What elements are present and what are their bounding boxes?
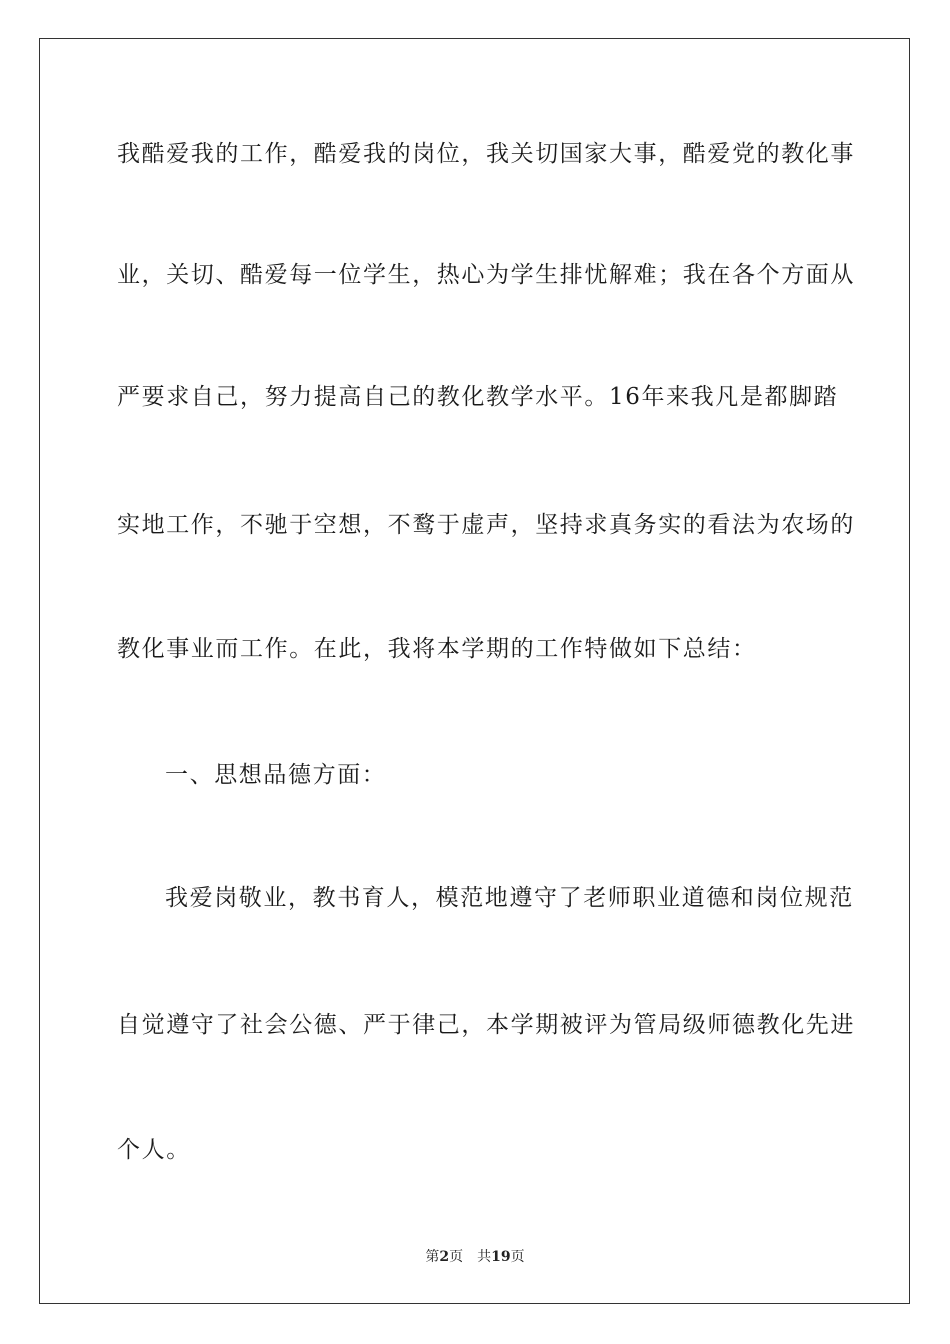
- page-prefix: 第: [425, 1249, 440, 1265]
- page-footer: [0, 1248, 950, 1266]
- text-line-4: 实地工作，不驰于空想，不鹜于虚声，坚持求真务实的看法为农场的: [117, 512, 855, 538]
- section-heading: 一、思想品德方面：: [165, 762, 387, 788]
- page-suffix: 页: [449, 1249, 464, 1265]
- text-line-7: 自觉遵守了社会公德、严于律己，本学期被评为管局级师德教化先进: [117, 1012, 855, 1038]
- text-line-6: 我爱岗敬业，教书育人，模范地遵守了老师职业道德和岗位规范: [165, 885, 854, 911]
- total-suffix: 页: [510, 1249, 525, 1265]
- text-line-5: 教化事业而工作。在此，我将本学期的工作特做如下总结：: [117, 636, 757, 662]
- total-page-number: 19: [491, 1249, 511, 1265]
- page-frame: [39, 38, 910, 1304]
- current-page-number: 2: [439, 1249, 450, 1265]
- text-line-1: 我酷爱我的工作，酷爱我的岗位，我关切国家大事，酷爱党的教化事: [117, 141, 855, 167]
- text-line-2: 业，关切、酷爱每一位学生，热心为学生排忧解难；我在各个方面从: [117, 262, 855, 288]
- text-line-3: 严要求自己，努力提高自己的教化教学水平。16年来我凡是都脚踏: [117, 384, 839, 410]
- total-prefix: 共: [477, 1249, 492, 1265]
- text-line-8: 个人。: [117, 1137, 191, 1163]
